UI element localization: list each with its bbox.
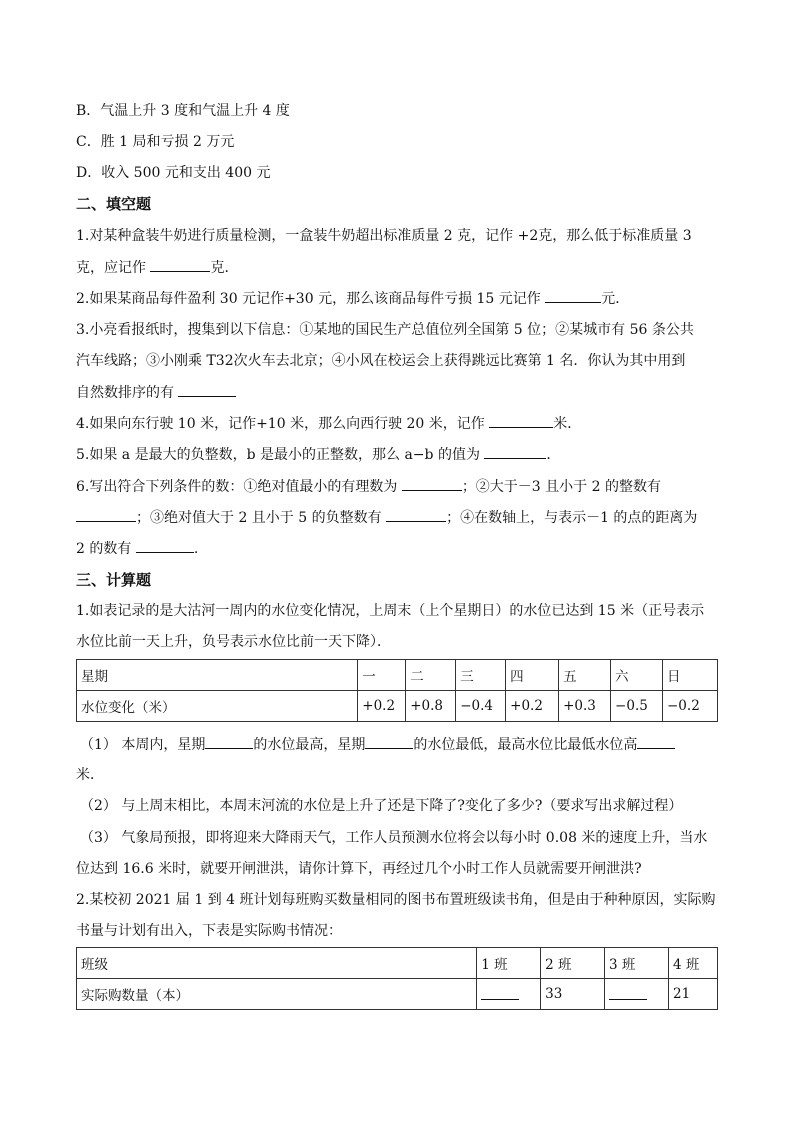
option-c: C．胜 1 局和亏损 2 万元 xyxy=(76,134,235,150)
table-cell xyxy=(477,979,541,1010)
table-header-row xyxy=(77,948,718,979)
table-cell: 2 班 xyxy=(541,948,605,979)
answer-blank[interactable] xyxy=(637,734,675,749)
answer-blank[interactable] xyxy=(136,538,194,553)
answer-blank[interactable] xyxy=(205,734,253,749)
section-heading-fill-blank: 二、填空题 xyxy=(76,195,152,213)
table-cell: +0.2 xyxy=(358,691,406,722)
answer-blank[interactable] xyxy=(545,288,601,303)
calc-q1-sub3-line2: 位达到 16.6 米时，就要开闸泄洪，请你计算下，再经过几个小时工作人员就需要开闸泄洪? xyxy=(76,861,642,877)
table-cell: 二 xyxy=(406,660,456,691)
answer-blank[interactable] xyxy=(402,476,462,491)
table-cell: +0.3 xyxy=(559,691,611,722)
answer-blank[interactable] xyxy=(178,382,236,397)
fill-q6-line1: 6.写出符合下列条件的数：①绝对值最小的有理数为 ；②大于－3 且小于 2 的整数有 xyxy=(76,476,726,497)
table-cell: 21 xyxy=(668,979,717,1010)
option-d: D．收入 500 元和支出 400 元 xyxy=(76,165,271,181)
table-cell: +0.2 xyxy=(506,691,559,722)
table-cell: 33 xyxy=(541,979,605,1010)
fill-q2: 2.如果某商品每件盈利 30 元记作+30 元，那么该商品每件亏损 15 元记作 元． xyxy=(76,288,726,309)
table-cell: 班级 xyxy=(77,948,477,979)
table-cell: 四 xyxy=(506,660,559,691)
section-heading-calculation: 三、计算题 xyxy=(76,571,152,589)
answer-blank[interactable] xyxy=(609,985,647,1000)
answer-blank[interactable] xyxy=(481,985,519,1000)
table-cell: 水位变化（米） xyxy=(77,691,358,722)
calc-q2-line2: 书量与计划有出入，下表是实际购书情况： xyxy=(76,923,342,939)
table-cell: −0.5 xyxy=(611,691,663,722)
calc-q1-sub1-line2: 米． xyxy=(76,767,104,783)
table-cell: 4 班 xyxy=(668,948,717,979)
calc-q2-line1: 2.某校初 2021 届 1 到 4 班计划每班购买数量相同的图书布置班级读书角，但是由于种种原因，实际购 xyxy=(76,892,716,908)
answer-blank[interactable] xyxy=(365,734,413,749)
fill-q3-line3: 自然数排序的有 xyxy=(76,382,726,403)
table-cell: 实际购数量（本） xyxy=(77,979,477,1010)
table-header-row xyxy=(77,660,718,691)
table-cell: −0.4 xyxy=(456,691,506,722)
table-row xyxy=(77,691,718,722)
table-cell: −0.2 xyxy=(663,691,718,722)
table-cell: 星期 xyxy=(77,660,358,691)
answer-blank[interactable] xyxy=(484,444,546,459)
book-purchase-table xyxy=(76,947,718,1010)
table-cell: 一 xyxy=(358,660,406,691)
table-cell: 日 xyxy=(663,660,718,691)
fill-q3-line2: 汽车线路；③小刚乘 T32次火车去北京；④小风在校运会上获得跳远比赛第 1 名．你认为其中用到 xyxy=(76,353,686,369)
table-cell: 六 xyxy=(611,660,663,691)
fill-q5: 5.如果 a 是最大的负整数，b 是最小的正整数，那么 a−b 的值为 ． xyxy=(76,444,726,465)
table-cell: +0.8 xyxy=(406,691,456,722)
table-cell xyxy=(605,979,669,1010)
calc-q1-line1: 1.如表记录的是大沽河一周内的水位变化情况，上周末（上个星期日）的水位已达到 15 米（正号表示 xyxy=(76,603,705,619)
fill-q1-line2: 克，应记作 克． xyxy=(76,257,726,278)
table-cell: 3 班 xyxy=(605,948,669,979)
table-cell: 三 xyxy=(456,660,506,691)
water-level-table xyxy=(76,659,718,722)
answer-blank[interactable] xyxy=(150,257,210,272)
fill-q6-line3: 2 的数有 . xyxy=(76,538,726,559)
table-cell: 1 班 xyxy=(477,948,541,979)
answer-blank[interactable] xyxy=(76,507,136,522)
fill-q1-line1: 1.对某种盒装牛奶进行质量检测，一盒装牛奶超出标准质量 2 克，记作 +2克，那么低于标准质量 3 xyxy=(76,228,692,244)
calc-q1-line2: 水位比前一天上升，负号表示水位比前一天下降）． xyxy=(76,634,391,650)
fill-q3-line1: 3.小亮看报纸时，搜集到以下信息：①某地的国民生产总值位列全国第 5 位；②某城市有 56 条公共 xyxy=(76,322,694,338)
answer-blank[interactable] xyxy=(386,507,446,522)
calc-q1-sub2: （2） 与上周末相比，本周末河流的水位是上升了还是下降了?变化了多少?（要求写出求解过程） xyxy=(80,798,683,814)
answer-blank[interactable] xyxy=(489,413,553,428)
option-b: B．气温上升 3 度和气温上升 4 度 xyxy=(76,103,290,119)
table-row xyxy=(77,979,718,1010)
calc-q1-sub1-line1: （1） 本周内，星期 的水位最高，星期 的水位最低，最高水位比最低水位高 xyxy=(80,734,730,755)
calc-q1-sub3-line1: （3） 气象局预报，即将迎来大降雨天气，工作人员预测水位将会以每小时 0.08 米的速度上升，当水 xyxy=(80,830,708,846)
fill-q6-line2: ；③绝对值大于 2 且小于 5 的负整数有 ；④在数轴上，与表示－1 的点的距离为 xyxy=(76,507,726,528)
fill-q4: 4.如果向东行驶 10 米，记作+10 米，那么向西行驶 20 米，记作 米． xyxy=(76,413,726,434)
table-cell: 五 xyxy=(559,660,611,691)
